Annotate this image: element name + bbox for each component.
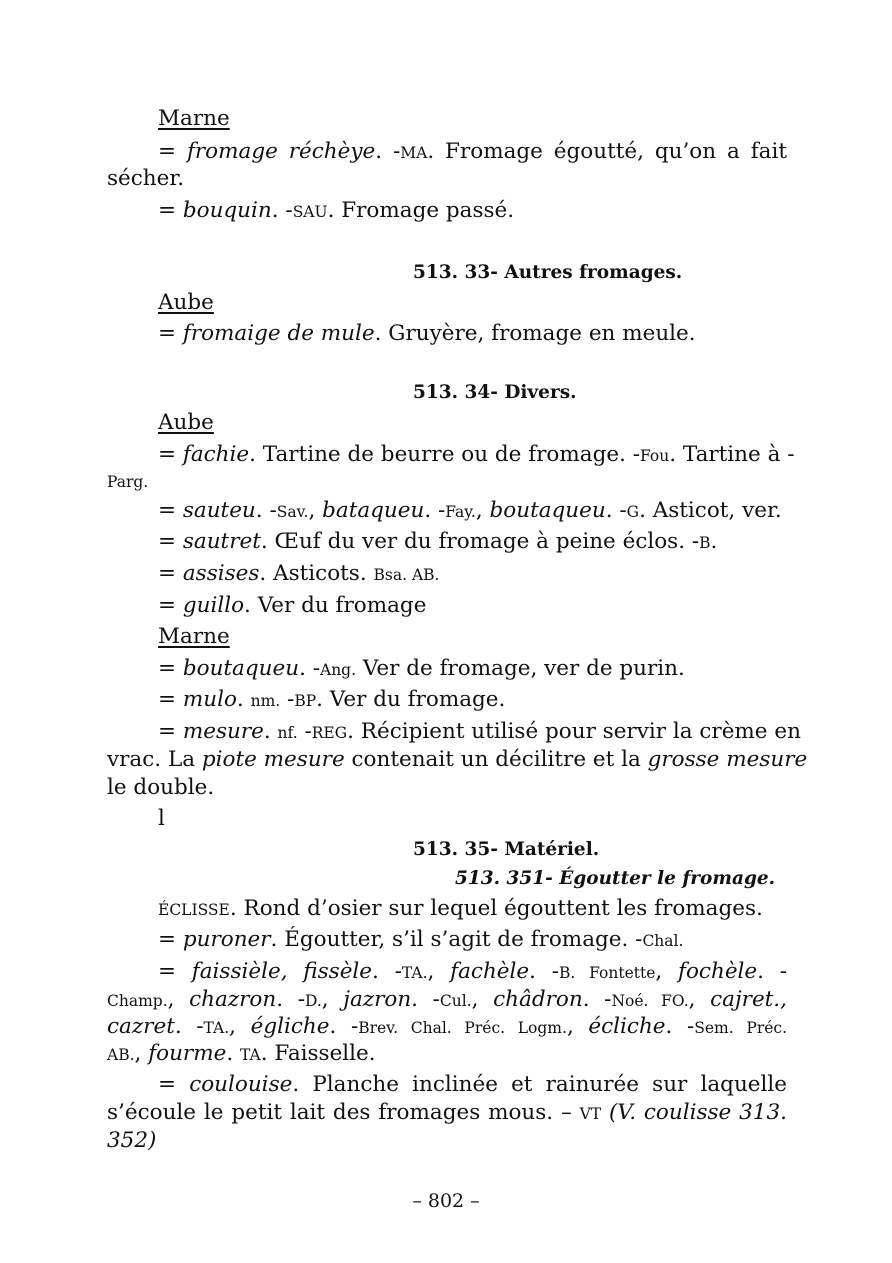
entry-assises: = assises. Asticots. Bsa. AB.: [158, 561, 440, 586]
entry-puroner: = puroner. Égoutter, s’il s’agit de fromage. -Chal.: [158, 927, 684, 952]
section-heading-35: 513. 35- Matériel.: [413, 839, 600, 860]
entry-eclisse: ÉCLISSE. Rond d’osier sur lequel égouttent les fromages.: [158, 896, 763, 921]
subsection-heading-351: 513. 351- Égoutter le fromage.: [455, 868, 776, 889]
entry-continuation: AB., fourme. TA. Faisselle.: [107, 1041, 376, 1066]
entry-continuation: le double.: [107, 775, 215, 800]
section-heading-34: 513. 34- Divers.: [413, 382, 577, 403]
entry-bouquin: = bouquin. -SAU. Fromage passé.: [158, 198, 515, 223]
region-label-aube: Aube: [158, 290, 214, 315]
entry-continuation: 352): [107, 1128, 157, 1153]
stray-character: l: [158, 806, 165, 831]
entry-fachie: = fachie. Tartine de beurre ou de fromage. -Fou. Tartine à -: [158, 442, 795, 467]
entry-mesure: = mesure. nf. -REG. Récipient utilisé pour servir la crème en: [158, 719, 801, 744]
section-heading-33: 513. 33- Autres fromages.: [413, 262, 683, 283]
entry-boutaqueu: = boutaqueu. -Ang. Ver de fromage, ver de purin.: [158, 656, 685, 681]
region-label-marne: Marne: [158, 106, 230, 131]
entry-fromage-recheye: = fromage réchèye. -MA. Fromage égoutté, qu’on a fait: [158, 139, 787, 164]
entry-mulo: = mulo. nm. -BP. Ver du fromage.: [158, 687, 506, 712]
entry-sauteu: = sauteu. -Sav., bataqueu. -Fay., boutaqueu. -G. Asticot, ver.: [158, 498, 782, 523]
region-label-aube: Aube: [158, 410, 214, 435]
region-label-marne: Marne: [158, 624, 230, 649]
entry-fromaige-de-mule: = fromaige de mule. Gruyère, fromage en meule.: [158, 321, 696, 346]
entry-faissiele: = faissièle, fissèle. -TA., fachèle. -B. Fontette, fochèle. -: [158, 959, 788, 984]
page-number: – 802 –: [412, 1190, 480, 1212]
entry-sautret: = sautret. Œuf du ver du fromage à peine éclos. -B.: [158, 529, 718, 554]
entry-coulouise: = coulouise. Planche inclinée et rainurée sur laquelle: [158, 1072, 787, 1097]
entry-continuation: sécher.: [107, 166, 185, 191]
entry-continuation: vrac. La piote mesure contenait un décilitre et la grosse mesure: [107, 747, 808, 772]
entry-continuation: cazret. -TA., égliche. -Brev. Chal. Préc. Logm., écliche. -Sem. Préc.: [107, 1014, 788, 1039]
entry-continuation: s’écoule le petit lait des fromages mous. – VT (V. coulisse 313.: [107, 1100, 787, 1125]
entry-continuation: Parg.: [107, 473, 149, 491]
entry-guillo: = guillo. Ver du fromage: [158, 593, 427, 618]
entry-continuation: Champ., chazron. -D., jazron. -Cul., châdron. -Noé. FO., cajret.,: [107, 987, 787, 1012]
